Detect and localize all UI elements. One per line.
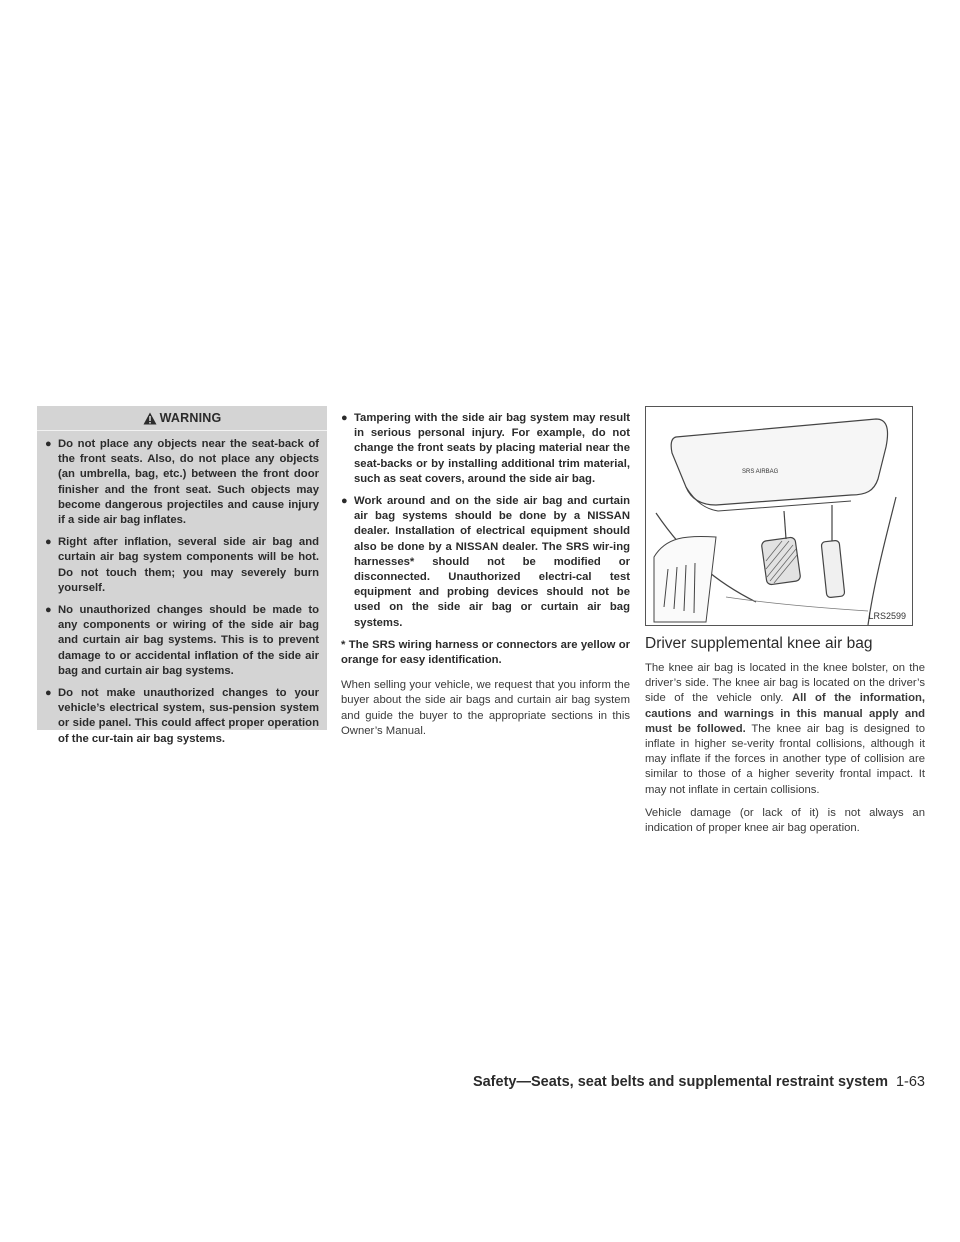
warning-triangle-icon xyxy=(143,412,157,425)
knee-bolster-illustration xyxy=(646,407,912,625)
warning-list-right xyxy=(341,406,630,631)
warning-item: ● Do not make unauthorized changes to your vehicle’s electrical system, sus-pension system or side panel. This could affect proper operation of the cur-tain air bag systems. xyxy=(45,687,319,745)
column-middle xyxy=(341,406,630,747)
warning-item: ● Right after inflation, several side air bag and curtain air bag system components will be hot. Do not touch them; you may severely burn yourself. xyxy=(45,536,319,594)
warning-item: ● No unauthorized changes should be made to any components or wiring of the side air bag and curtain air bag systems. This is to prevent damage to or accidental inflation of the side air bag and curtain air bag systems. xyxy=(45,604,319,677)
bullet-icon: ● xyxy=(45,604,52,617)
knee-airbag-heading: Driver supplemental knee air bag xyxy=(645,635,873,652)
warning-item: ● Do not place any objects near the seat-back of the front seats. Also, do not place any objects (an umbrella, bag, etc.) between the front door finisher and the front seat. Such objects may become dangerous projectiles and cause injury if a side air bag inflates. xyxy=(45,438,319,527)
figure-code: LRS2599 xyxy=(868,611,906,621)
bullet-icon: ● xyxy=(341,495,348,508)
warning-item: ● Work around and on the side air bag and curtain air bag systems should be done by a NISSAN dealer. Installation of electrical equipment should also be done by a NISSAN dealer. The SRS wir-ing harnesses* should not be modified or disconnected. Unauthorized electri-cal test equipment and probing devices should not be used on the side air bag or curtain air bag systems. xyxy=(341,495,630,629)
column-right xyxy=(645,406,925,844)
bullet-icon: ● xyxy=(341,412,348,424)
knee-airbag-paragraph: The knee air bag is located in the knee bolster, on the driver’s side. The knee air bag is located on the driver’s side of the vehicle only. All of the information, cautions and warnings in this manual apply and must be followed. The knee air bag is designed to inflate in higher se-verity frontal collisions, although it may inflate if the forces in another type of collision are similar to those of a higher severity frontal impact. It may not inflate in certain collisions. xyxy=(645,662,926,796)
bullet-icon: ● xyxy=(45,687,52,700)
knee-airbag-figure xyxy=(645,406,913,626)
srs-footnote: * The SRS wiring harness or connectors are yellow or orange for easy identification. xyxy=(341,638,630,667)
warning-title: WARNING xyxy=(159,411,222,425)
warning-list-left xyxy=(37,431,327,747)
bullet-icon: ● xyxy=(45,438,52,450)
srs-airbag-label: SRS AIRBAG xyxy=(742,469,779,475)
warning-box xyxy=(37,406,327,745)
bullet-icon: ● xyxy=(45,536,52,549)
warning-header xyxy=(37,406,327,430)
page-number: 1-63 xyxy=(895,1074,925,1090)
footer-section-title: Safety—Seats, seat belts and supplemental restraint system xyxy=(472,1074,888,1090)
warning-item: ● Tampering with the side air bag system may result in serious personal injury. For example, do not change the front seats by placing material near the seat-backs or by installing additional trim material, such as seat covers, around the side air bag. xyxy=(341,412,630,485)
knee-airbag-damage-paragraph: Vehicle damage (or lack of it) is not always an indication of proper knee air bag operation. xyxy=(645,806,925,835)
page-footer xyxy=(0,1074,925,1090)
selling-paragraph: When selling your vehicle, we request that you inform the buyer about the side air bags and curtain air bag system and guide the buyer to the appropriate sections in this Owner’s Manual. xyxy=(341,679,630,737)
